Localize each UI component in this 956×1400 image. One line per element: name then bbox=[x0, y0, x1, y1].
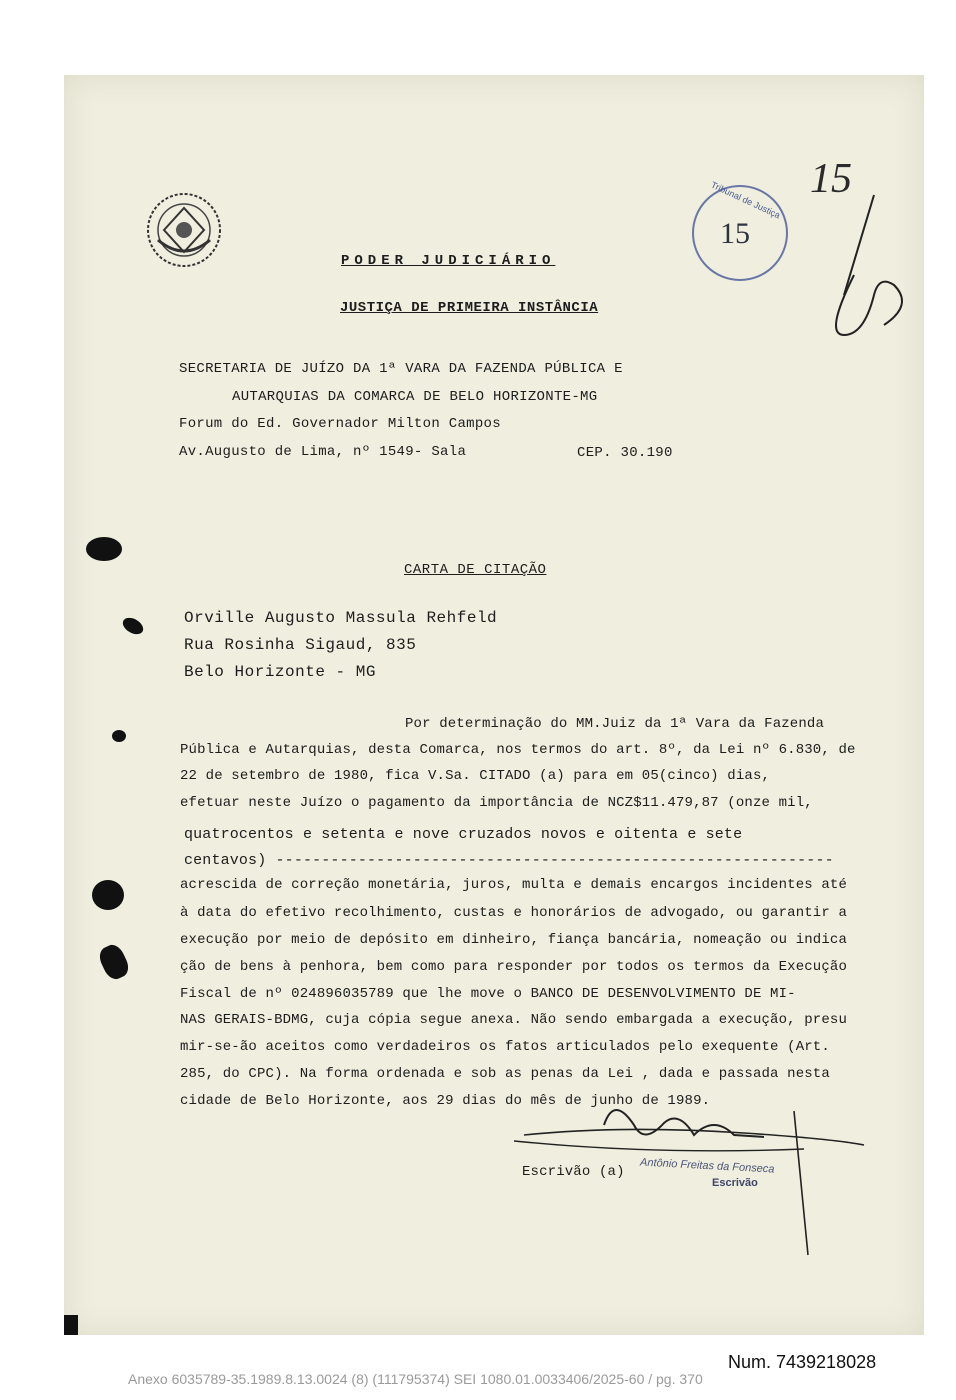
recipient-city: Belo Horizonte - MG bbox=[184, 663, 376, 681]
signature-stamp-name: Antônio Freitas da Fonseca bbox=[639, 1156, 775, 1176]
body-line: efetuar neste Juízo o pagamento da importância de NCZ$11.479,87 (onze mil, bbox=[180, 795, 813, 811]
coat-of-arms-seal bbox=[144, 190, 224, 270]
court-heading: PODER JUDICIÁRIO bbox=[341, 253, 556, 269]
body-line: 22 de setembro de 1980, fica V.Sa. CITADO (a) para em 05(cinco) dias, bbox=[180, 768, 771, 784]
scan-corner bbox=[64, 1315, 78, 1335]
recipient-name: Orville Augusto Massula Rehfeld bbox=[184, 609, 498, 627]
footer-metadata: Anexo 6035789-35.1989.8.13.0024 (8) (111795374) SEI 1080.01.0033406/2025-60 / pg. 370 bbox=[128, 1371, 703, 1387]
secretaria-line-4: Av.Augusto de Lima, nº 1549- Sala bbox=[179, 444, 467, 460]
body-line: quatrocentos e setenta e nove cruzados novos e oitenta e sete bbox=[184, 826, 743, 843]
signature-role: Escrivão (a) bbox=[522, 1164, 625, 1180]
scan-blot bbox=[112, 730, 126, 742]
body-line: Fiscal de nº 024896035789 que lhe move o BANCO DE DESENVOLVIMENTO DE MI- bbox=[180, 986, 796, 1002]
document-number: Num. 7439218028 bbox=[728, 1352, 877, 1372]
scan-blot bbox=[120, 614, 146, 637]
handwritten-mark bbox=[804, 185, 914, 345]
handwritten-signature bbox=[504, 1105, 884, 1265]
scan-blot bbox=[96, 942, 132, 983]
secretaria-line-3: Forum do Ed. Governador Milton Campos bbox=[179, 416, 501, 432]
body-line: ção de bens à penhora, bem como para responder por todos os termos da Execução bbox=[180, 959, 848, 975]
court-stamp bbox=[692, 179, 788, 281]
document-title: CARTA DE CITAÇÃO bbox=[404, 562, 547, 578]
recipient-street: Rua Rosinha Sigaud, 835 bbox=[184, 636, 417, 654]
scan-blot bbox=[86, 537, 122, 561]
body-line: acrescida de correção monetária, juros, multa e demais encargos incidentes até bbox=[180, 877, 848, 893]
secretaria-cep: CEP. 30.190 bbox=[577, 445, 673, 461]
court-stamp-number: 15 bbox=[720, 217, 750, 250]
body-line: NAS GERAIS-BDMG, cuja cópia segue anexa. Não sendo embargada a execução, presu bbox=[180, 1012, 848, 1028]
scan-blot bbox=[92, 880, 124, 910]
body-line: Pública e Autarquias, desta Comarca, nos termos do art. 8º, da Lei nº 6.830, de bbox=[180, 742, 856, 758]
body-line: mir-se-ão aceitos como verdadeiros os fatos articulados pelo exequente (Art. bbox=[180, 1039, 830, 1055]
body-line: Por determinação do MM.Juiz da 1ª Vara da Fazenda bbox=[405, 716, 825, 732]
body-line: 285, do CPC). Na forma ordenada e sob as penas da Lei , dada e passada nesta bbox=[180, 1066, 830, 1082]
body-line: execução por meio de depósito em dinheiro, fiança bancária, nomeação ou indica bbox=[180, 932, 848, 948]
body-line: cidade de Belo Horizonte, aos 29 dias do mês de junho de 1989. bbox=[180, 1093, 711, 1109]
handwritten-page-number: 15 bbox=[810, 156, 852, 202]
secretaria-line-2: AUTARQUIAS DA COMARCA DE BELO HORIZONTE-MG bbox=[232, 389, 598, 405]
secretaria-line-1: SECRETARIA DE JUÍZO DA 1ª VARA DA FAZENDA PÚBLICA E bbox=[179, 361, 623, 377]
body-line: à data do efetivo recolhimento, custas e honorários de advogado, ou garantir a bbox=[180, 905, 848, 921]
court-stamp-text: Tribunal de Justiça bbox=[709, 179, 782, 221]
scanned-document bbox=[64, 75, 924, 1335]
body-line: centavos) ------------------------------------------------------------- bbox=[184, 852, 834, 869]
signature-stamp-role: Escrivão bbox=[712, 1177, 758, 1189]
court-subheading: JUSTIÇA DE PRIMEIRA INSTÂNCIA bbox=[340, 300, 599, 316]
